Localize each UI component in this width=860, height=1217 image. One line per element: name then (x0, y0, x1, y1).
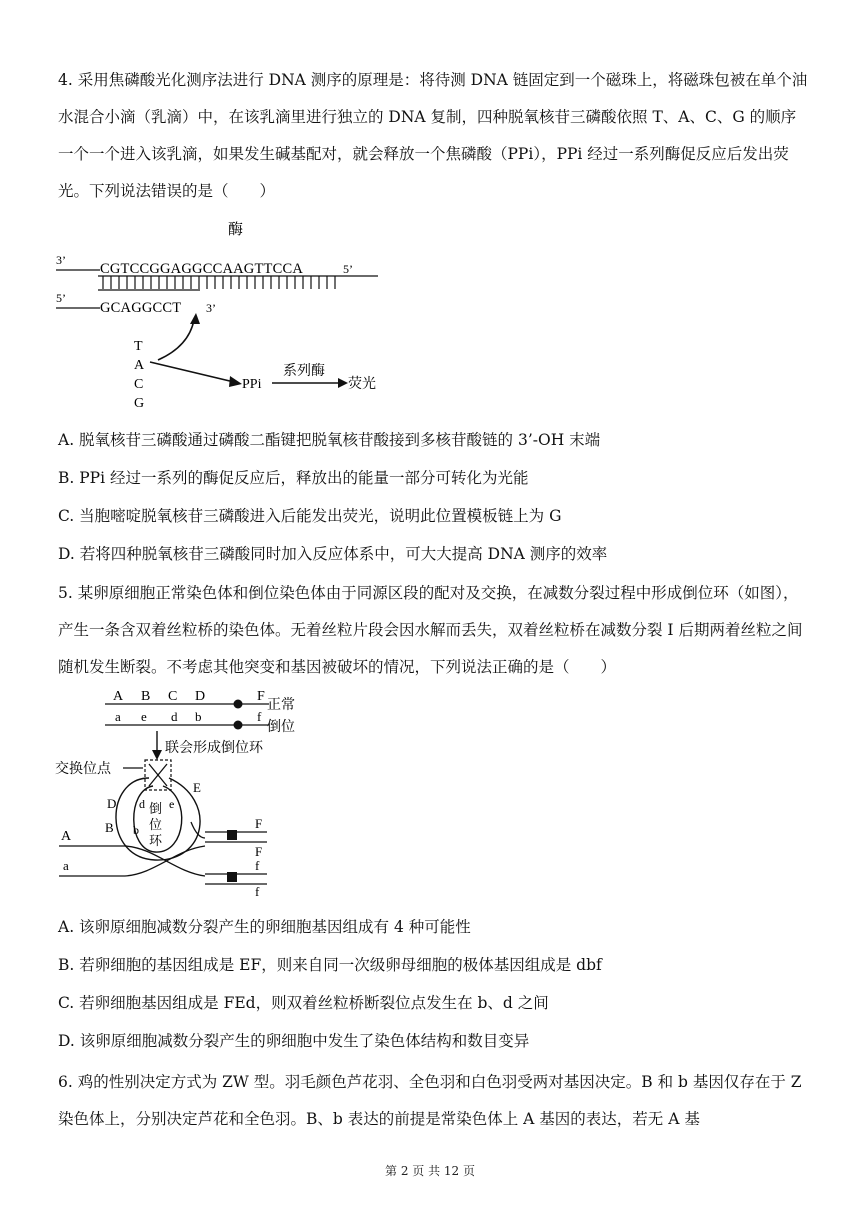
loop-inner-b: b (133, 823, 139, 837)
right-end-f2: F (255, 844, 263, 859)
q4-option-b: B. PPi 经过一系列的酶促反应后，释放出的能量一部分可转化为光能 (58, 469, 529, 487)
top-strand-sequence: CGTCCGGAGGCCAAGTTCCA (100, 261, 303, 277)
inverted-gene-d: d (171, 709, 178, 724)
synapsis-label: 联会形成倒位环 (165, 740, 263, 756)
inverted-gene-e: e (141, 709, 147, 724)
loop-inner-e: e (169, 797, 175, 811)
normal-centromere (234, 700, 243, 709)
left-end-a-upper: A (61, 829, 72, 844)
inverted-gene-f: f (257, 709, 262, 724)
incorporation-arrow (158, 320, 194, 360)
ppi-release-arrow (150, 362, 234, 382)
right-end-f3: f (255, 858, 260, 873)
q4-option-c: C. 当胞嘧啶脱氧核苷三磷酸进入后能发出荧光，说明此位置模板链上为 G (58, 507, 562, 525)
bottom-prime-right: 3’ (206, 301, 216, 315)
incorporation-arrowhead (190, 313, 200, 324)
top-prime-right: 5’ (343, 262, 353, 276)
bottom-strand-sequence: GCAGGCCT (100, 300, 182, 316)
q4-figure (50, 212, 410, 417)
q4-stem: 4. 采用焦磷酸光化测序法进行 DNA 测序的原理是：将待测 DNA 链固定到一个磁珠上，将磁珠包被在单个油水混合小滴（乳滴）中，在该乳滴里进行独立的 DNA 复制，四种脱氧核苷三磷酸依照 T、A、C、G 的顺序一个一个进入该乳滴，如果发生碱基配对，就会释放一个焦磷酸（PPi），PPi 经过一系列酶促反应后发出荧光。下列说法错误的是（ ） (58, 71, 808, 200)
inverted-gene-b: b (195, 709, 202, 724)
ppi-label: PPi (242, 377, 262, 392)
normal-gene-f: F (257, 689, 265, 704)
page-footer: 第 2 页 共 12 页 (385, 1164, 475, 1178)
loop-outer-e: E (193, 780, 201, 795)
loop-outer-d: D (107, 796, 117, 811)
loop-outer-b: B (105, 820, 114, 835)
q5-figure (55, 682, 375, 900)
right-end-f1: F (255, 816, 263, 831)
fluorescence-arrowhead (338, 378, 348, 388)
q5-option-c: C. 若卵细胞基因组成是 FEd，则双着丝粒桥断裂位点发生在 b、d 之间 (58, 994, 549, 1012)
top-prime-left: 3’ (56, 253, 66, 267)
ppi-release-arrowhead (229, 376, 242, 387)
nucleotide-c: C (134, 377, 144, 392)
loop-inner-d: d (139, 797, 145, 811)
left-end-a-lower: a (63, 858, 69, 873)
q5-stem: 5. 某卵原细胞正常染色体和倒位染色体由于同源区段的配对及交换，在减数分裂过程中形成倒位环（如图），产生一条含双着丝粒桥的染色体。无着丝粒片段会因水解而丢失，双着丝粒桥在减数分裂 I 后期两着丝粒之间随机发生断裂。不考虑其他突变和基因被破坏的情况，下列说法正确的是（ ） (58, 584, 803, 676)
bottom-prime-left: 5’ (56, 291, 66, 305)
q5-option-a: A. 该卵原细胞减数分裂产生的卵细胞基因组成有 4 种可能性 (58, 918, 471, 936)
right-centromere-lower (227, 872, 237, 882)
nucleotide-a: A (134, 358, 145, 373)
q5-option-b: B. 若卵细胞的基因组成是 EF，则来自同一次级卵母细胞的极体基因组成是 dbf (58, 956, 602, 974)
normal-gene-a: A (113, 689, 124, 704)
synapsis-arrowhead (152, 750, 162, 760)
loop-center-1: 倒 (149, 802, 163, 817)
enzyme-label: 酶 (228, 220, 244, 238)
right-centromere-upper (227, 830, 237, 840)
loop-center-2: 位 (149, 818, 163, 833)
normal-gene-d: D (195, 689, 206, 704)
inverted-gene-a: a (115, 709, 121, 724)
series-enzyme-label: 系列酶 (283, 363, 325, 379)
nucleotide-g: G (134, 396, 145, 411)
nucleotide-t: T (134, 339, 143, 354)
q5-option-d: D. 该卵原细胞减数分裂产生的卵细胞中发生了染色体结构和数目变异 (58, 1032, 530, 1050)
q6-stem: 6. 鸡的性别决定方式为 ZW 型。羽毛颜色芦花羽、全色羽和白色羽受两对基因决定。B 和 b 基因仅存在于 Z 染色体上，分别决定芦花和全色羽。B、b 表达的前提是常染色体上 A 基因的表达，若无 A 基 (58, 1073, 802, 1128)
crossover-label: 交换位点 (55, 761, 111, 777)
fluorescence-label: 荧光 (348, 376, 376, 392)
loop-center-3: 环 (149, 834, 163, 849)
normal-gene-b: B (141, 689, 151, 704)
q4-option-a: A. 脱氧核苷三磷酸通过磷酸二酯键把脱氧核苷酸接到多核苷酸链的 3’-OH 末端 (58, 431, 601, 449)
q4-option-d: D. 若将四种脱氧核苷三磷酸同时加入反应体系中，可大大提高 DNA 测序的效率 (58, 545, 608, 563)
base-pair-ticks (103, 276, 335, 289)
inverted-centromere (234, 721, 243, 730)
normal-gene-c: C (168, 689, 178, 704)
normal-label: 正常 (267, 697, 295, 713)
right-end-f4: f (255, 884, 260, 899)
inverted-label: 倒位 (267, 719, 295, 735)
